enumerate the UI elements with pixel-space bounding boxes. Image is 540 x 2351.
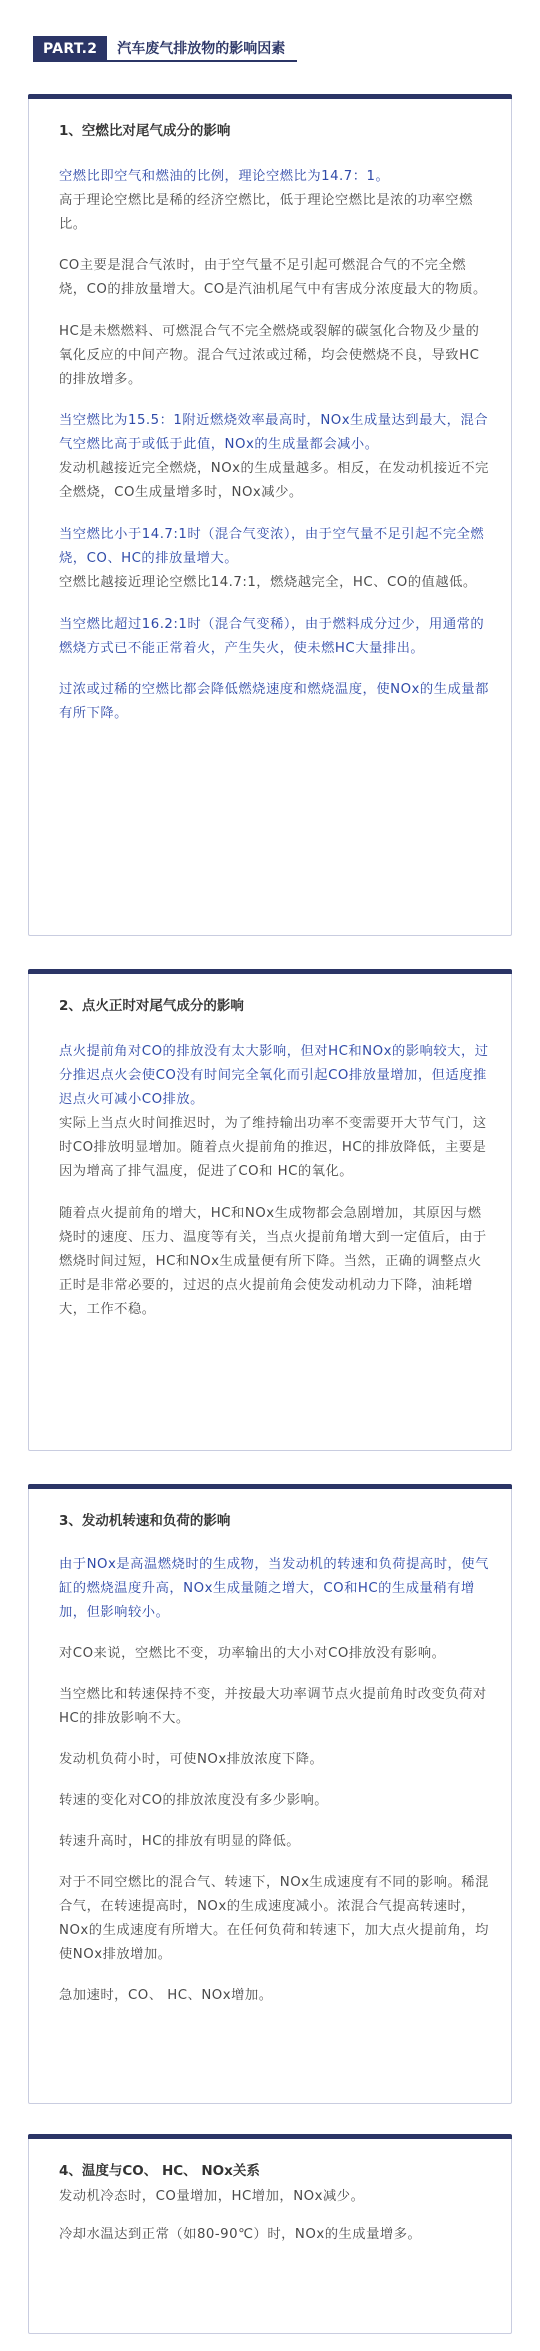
part-tag: PART.2 xyxy=(33,36,107,62)
paragraph: 点火提前角对CO的排放没有太大影响，但对HC和NOx的影响较大，过分推迟点火会使CO没有时间完全氧化而引起CO排放量增加，但适度推迟点火可减小CO排放。 xyxy=(59,1044,489,1107)
paragraph: 当空燃比为15.5：1附近燃烧效率最高时，NOx生成量达到最大，混合气空燃比高于或低于此值，NOx的生成量都会减小。 xyxy=(59,413,489,452)
section-card-2 xyxy=(28,969,512,1451)
section-title: 1、空燃比对尾气成分的影响 xyxy=(59,123,231,139)
paragraph: 当空燃比小于14.7:1时（混合气变浓），由于空气量不足引起不完全燃烧，CO、HC的排放量增大。 xyxy=(59,527,485,566)
section-card-3 xyxy=(28,1484,512,2104)
part-title: 汽车废气排放物的影响因素 xyxy=(107,36,297,62)
paragraph: 发动机负荷小时，可使NOx排放浓度下降。 xyxy=(59,1752,324,1767)
paragraph: 发动机越接近完全燃烧，NOx的生成量越多。相反，在发动机接近不完全燃烧，CO生成量增多时，NOx减少。 xyxy=(59,461,489,500)
paragraph: 空燃比即空气和燃油的比例，理论空燃比为14.7：1。 xyxy=(59,169,390,184)
paragraph: 当空燃比超过16.2:1时（混合气变稀），由于燃料成分过少，用通常的燃烧方式已不能正常着火，产生失火，使未燃HC大量排出。 xyxy=(59,617,485,656)
paragraph: 由于NOx是高温燃烧时的生成物，当发动机的转速和负荷提高时，使气缸的燃烧温度升高，NOx生成量随之增大，CO和HC的生成量稍有增加，但影响较小。 xyxy=(59,1557,489,1620)
section-title: 3、发动机转速和负荷的影响 xyxy=(59,1513,231,1529)
paragraph: 对于不同空燃比的混合气、转速下，NOx生成速度有不同的影响。稀混合气，在转速提高时，NOx的生成速度减小。浓混合气提高转速时，NOx的生成速度有所增大。在任何负荷和转速下，加大点火提前角，均使NOx排放增加。 xyxy=(59,1875,489,1962)
paragraph: CO主要是混合气浓时，由于空气量不足引起可燃混合气的不完全燃烧，CO的排放量增大。CO是汽油机尾气中有害成分浓度最大的物质。 xyxy=(59,258,487,297)
paragraph: 高于理论空燃比是稀的经济空燃比，低于理论空燃比是浓的功率空燃比。 xyxy=(59,193,473,232)
paragraph: 发动机冷态时，CO量增加，HC增加，NOx减少。 xyxy=(59,2189,365,2204)
paragraph: 空燃比越接近理论空燃比14.7:1，燃烧越完全，HC、CO的值越低。 xyxy=(59,575,477,590)
paragraph: HC是未燃燃料、可燃混合气不完全燃烧或裂解的碳氢化合物及少量的氧化反应的中间产物。混合气过浓或过稀，均会使燃烧不良，导致HC的排放增多。 xyxy=(59,324,480,387)
section-card-4 xyxy=(28,2134,512,2334)
paragraph: 转速的变化对CO的排放浓度没有多少影响。 xyxy=(59,1793,329,1808)
paragraph: 过浓或过稀的空燃比都会降低燃烧速度和燃烧温度，使NOx的生成量都有所下降。 xyxy=(59,682,489,721)
paragraph: 随着点火提前角的增大，HC和NOx生成物都会急剧增加，其原因与燃烧时的速度、压力、温度等有关，当点火提前角增大到一定值后，由于燃烧时间过短，HC和NOx生成量便有所下降。当然，正确的调整点火正时是非常必要的，过迟的点火提前角会使发动机动力下降，油耗增大，工作不稳。 xyxy=(59,1206,487,1317)
section-card-1 xyxy=(28,94,512,936)
paragraph: 当空燃比和转速保持不变，并按最大功率调节点火提前角时改变负荷对HC的排放影响不大。 xyxy=(59,1687,487,1726)
paragraph: 急加速时，CO、 HC、NOx增加。 xyxy=(59,1988,273,2003)
section-title: 4、温度与CO、 HC、 NOx关系 xyxy=(59,2163,260,2179)
paragraph: 实际上当点火时间推迟时，为了维持输出功率不变需要开大节气门，这时CO排放明显增加。随着点火提前角的推迟，HC的排放降低，主要是因为增高了排气温度，促进了CO和 HC的氧化。 xyxy=(59,1116,487,1179)
paragraph: 转速升高时，HC的排放有明显的降低。 xyxy=(59,1834,301,1849)
paragraph: 冷却水温达到正常（如80-90℃）时，NOx的生成量增多。 xyxy=(59,2227,422,2242)
part-header xyxy=(33,36,297,62)
paragraph: 对CO来说，空燃比不变，功率输出的大小对CO排放没有影响。 xyxy=(59,1646,446,1661)
section-title: 2、点火正时对尾气成分的影响 xyxy=(59,998,244,1014)
